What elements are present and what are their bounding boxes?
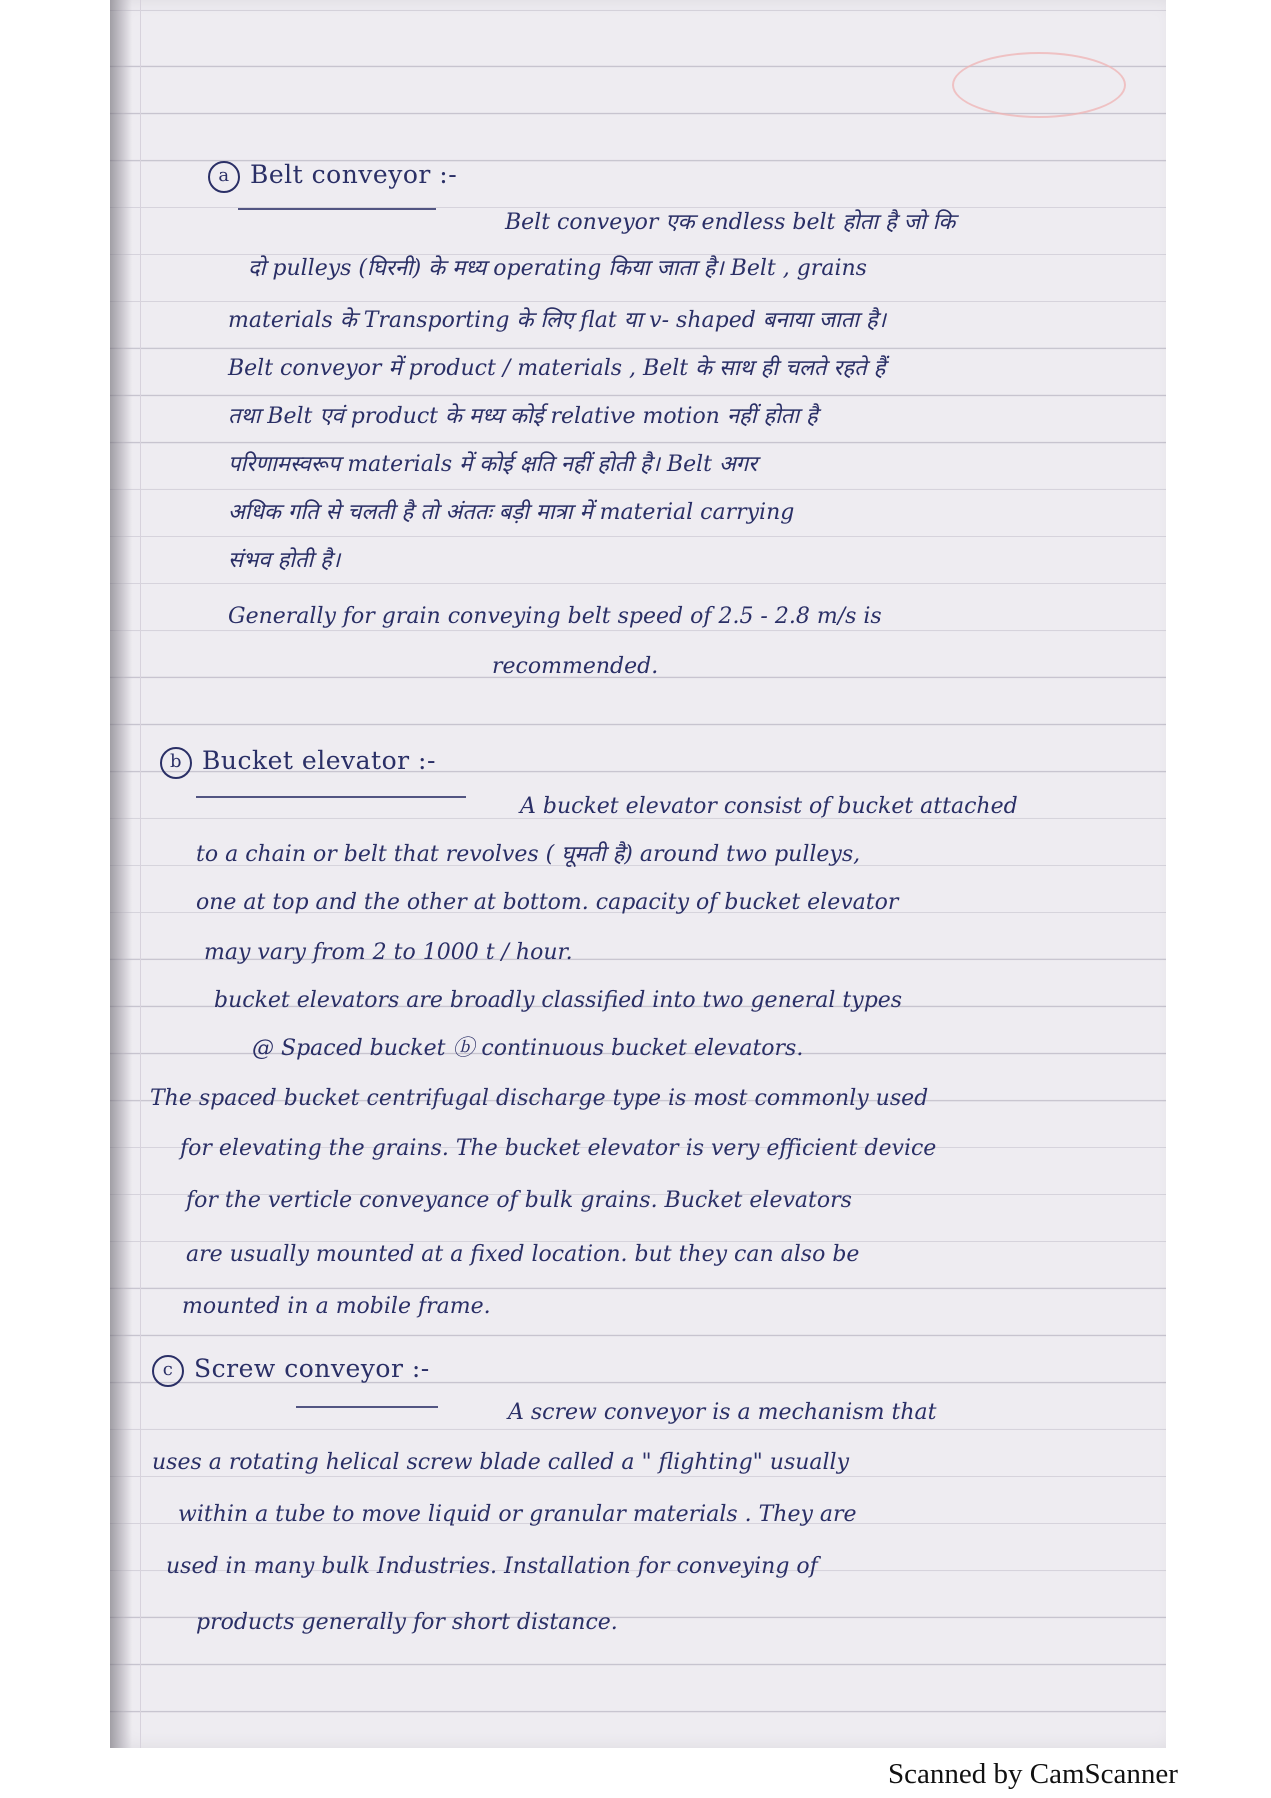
section-a-heading-underline	[238, 208, 436, 210]
section-a-line-6: अधिक गति से चलती है तो अंततः बड़ी मात्रा में material carrying	[228, 500, 795, 525]
section-c-line-2: within a tube to move liquid or granular materials . They are	[178, 1502, 857, 1527]
section-b-line-2: one at top and the other at bottom. capacity of bucket elevator	[196, 890, 899, 915]
section-a-title: Belt conveyor :-	[250, 160, 458, 189]
section-b-marker: b	[160, 747, 192, 779]
section-a-line-3: Belt conveyor में product / materials , Belt के साथ ही चलते रहते हैं	[228, 356, 886, 381]
section-a-marker: a	[208, 161, 240, 193]
section-a-line-2: materials के Transporting के लिए flat या v- shaped बनाया जाता है।	[228, 308, 886, 333]
section-b-heading-underline	[196, 796, 466, 798]
faded-stamp	[952, 52, 1126, 118]
section-a-line-9: recommended.	[492, 654, 659, 679]
section-a-line-1: दो pulleys (घिरनी) के मध्य operating किया जाता है। Belt , grains	[248, 256, 867, 281]
section-c-title: Screw conveyor :-	[194, 1354, 430, 1383]
section-c-marker: c	[152, 1355, 184, 1387]
section-b-line-1: to a chain or belt that revolves ( घूमती है) around two pulleys,	[196, 842, 861, 867]
scanner-watermark: Scanned by CamScanner	[888, 1758, 1178, 1790]
section-c-heading	[152, 1354, 430, 1387]
section-c-heading-underline	[296, 1406, 438, 1408]
section-b-line-9: are usually mounted at a fixed location. but they can also be	[186, 1242, 860, 1267]
section-b-line-4: bucket elevators are broadly classified into two general types	[214, 988, 903, 1013]
margin-line	[140, 0, 141, 1748]
section-b-line-6: The spaced bucket centrifugal discharge type is most commonly used	[150, 1086, 929, 1111]
section-a-line-5: परिणामस्वरूप materials में कोई क्षति नहीं होती है। Belt अगर	[228, 452, 758, 477]
section-c-line-0: A screw conveyor is a mechanism that	[508, 1400, 937, 1425]
section-c-line-3: used in many bulk Industries. Installation for conveying of	[166, 1554, 818, 1579]
section-a-heading	[208, 160, 457, 193]
section-b-line-5: @ Spaced bucket ⓑ continuous bucket elevators.	[252, 1036, 804, 1061]
section-a-line-0: Belt conveyor एक endless belt होता है जो कि	[505, 210, 956, 235]
section-b-heading	[160, 746, 436, 779]
section-b-line-8: for the verticle conveyance of bulk grains. Bucket elevators	[186, 1188, 852, 1213]
section-c-line-1: uses a rotating helical screw blade called a " flighting" usually	[152, 1450, 850, 1475]
section-b-line-10: mounted in a mobile frame.	[182, 1294, 491, 1319]
section-b-line-3: may vary from 2 to 1000 t / hour.	[204, 940, 573, 965]
section-b-title: Bucket elevator :-	[202, 746, 436, 775]
section-b-line-7: for elevating the grains. The bucket elevator is very efficient device	[180, 1136, 937, 1161]
section-b-line-0: A bucket elevator consist of bucket attached	[520, 794, 1018, 819]
section-c-line-4: products generally for short distance.	[196, 1610, 618, 1635]
section-a-line-4: तथा Belt एवं product के मध्य कोई relative motion नहीं होता है	[228, 404, 818, 429]
page-binding-shadow	[110, 0, 132, 1748]
section-a-line-8: Generally for grain conveying belt speed of 2.5 - 2.8 m/s is	[228, 604, 882, 629]
section-a-line-7: संभव होती है।	[228, 548, 341, 573]
